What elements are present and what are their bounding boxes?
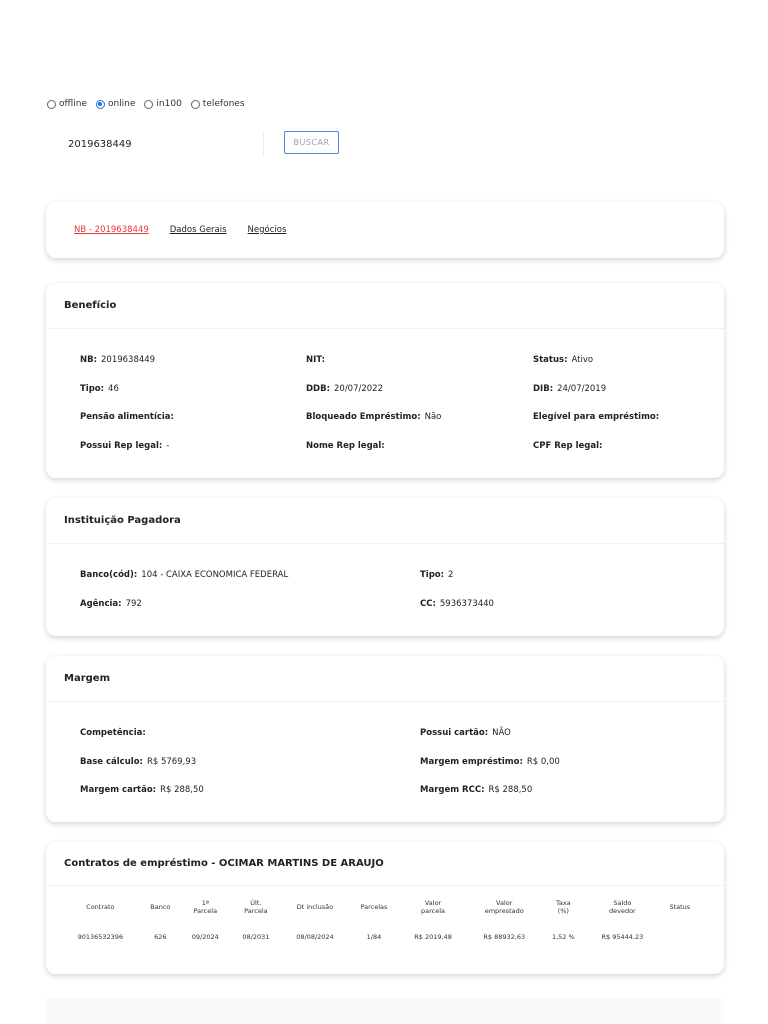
column-header [585,892,660,922]
nav-link-dados-gerais[interactable]: Dados Gerais [169,225,227,235]
table-cell: 1,52 % [551,933,575,941]
field-cc: CC: 5936373440 [420,599,494,609]
table-cell: R$ 88932,63 [483,933,526,941]
contratos-card [46,842,724,974]
beneficio-card [46,283,724,478]
column-header-text: (%) [557,907,569,915]
bottom-card-edge [46,998,724,1024]
field-banco: Banco(cód): 104 - CAIXA ECONOMICA FEDERAL [80,570,289,580]
field-competencia: Competência: [80,728,146,738]
margem-title: Margem [46,656,724,702]
field-bloqueado: Bloqueado Empréstimo: Não [306,412,442,422]
field-ddb: DDB: 20/07/2022 [306,384,383,394]
column-header-text: Parcela [244,907,268,915]
radio-circle[interactable] [144,100,153,109]
table-cell: 08/2031 [242,933,270,941]
search-input[interactable] [62,131,264,157]
column-header-text: Valor [424,899,442,907]
column-header-text: Taxa [555,899,571,907]
table-row[interactable] [60,922,700,952]
contratos-title: Contratos de empréstimo - OCIMAR MARTINS DE ARAUJO [46,842,724,886]
table-header-row [60,892,700,922]
column-header [542,892,586,922]
radio-label: offline [59,99,87,109]
field-margem-rcc: Margem RCC: R$ 288,50 [420,785,533,795]
column-header-text: 1ª [201,899,209,907]
table-cell: 09/2024 [191,933,219,941]
field-margem-cartao: Margem cartão: R$ 288,50 [80,785,204,795]
column-header [660,892,700,922]
table-cell: 1/84 [366,933,382,941]
field-nb: NB: 2019638449 [80,355,156,365]
column-header [231,892,282,922]
radio-in100[interactable] [144,99,181,109]
contracts-table [60,892,700,952]
nav-card [46,202,724,258]
nav-link-negocios[interactable]: Negócios [247,225,287,235]
field-pensao: Pensão alimentícia: [80,412,174,422]
search-mode-group [47,99,254,109]
column-header [60,892,141,922]
table-cell: R$ 2019,48 [414,933,452,941]
column-header-text: Saldo [613,899,632,907]
field-tipo: Tipo: 46 [80,384,119,394]
field-base-calculo: Base cálculo: R$ 5769,93 [80,757,197,767]
radio-circle-checked[interactable] [96,100,105,109]
radio-label: in100 [156,99,182,109]
column-header-text: Status [669,903,691,911]
table-cell: R$ 95444,23 [601,933,644,941]
column-header-text: devedor [608,907,636,915]
field-margem-emprestimo: Margem empréstimo: R$ 0,00 [420,757,560,767]
radio-circle[interactable] [47,100,56,109]
radio-telefones[interactable] [191,99,245,109]
beneficio-title: Benefício [46,283,724,329]
field-elegivel: Elegível para empréstimo: [533,412,660,422]
radio-circle[interactable] [191,100,200,109]
column-header [180,892,231,922]
column-header [467,892,542,922]
column-header-text: emprestado [484,907,524,915]
buscar-button[interactable]: BUSCAR [284,131,339,154]
column-header-text: Parcelas [360,903,388,911]
column-header [399,892,467,922]
field-cpf-rep: CPF Rep legal: [533,441,603,451]
instituicao-card [46,498,724,636]
table-cell: 08/08/2024 [296,933,334,941]
column-header-text: Banco [150,903,171,911]
field-tipo-inst: Tipo: 2 [420,570,454,580]
column-header-text: Dt inclusão [296,903,334,911]
radio-online[interactable] [96,99,135,109]
field-possui-cartao: Possui cartão: NÃO [420,728,511,738]
column-header [281,892,349,922]
field-rep-legal: Possui Rep legal: - [80,441,170,451]
column-header-text: Últ. [250,899,262,907]
table-cell [660,922,700,952]
nav-link-nb[interactable]: NB - 2019638449 [74,225,149,235]
radio-offline[interactable] [47,99,87,109]
field-status: Status: Ativo [533,355,594,365]
column-header-text: Valor [496,899,513,907]
column-header-text: parcela [421,907,446,915]
field-dib: DIB: 24/07/2019 [533,384,607,394]
table-cell: 90136532396 [77,933,124,941]
column-header-text: Contrato [86,903,115,911]
radio-label: telefones [202,99,245,109]
column-header [349,892,399,922]
instituicao-title: Instituição Pagadora [46,498,724,544]
column-header-text: Parcela [193,907,218,915]
margem-card [46,656,724,822]
table-cell: 626 [154,933,167,941]
radio-label: online [107,99,136,109]
column-header [141,892,180,922]
field-nit: NIT: [306,355,326,365]
field-nome-rep: Nome Rep legal: [306,441,385,451]
field-agencia: Agência: 792 [80,599,142,609]
